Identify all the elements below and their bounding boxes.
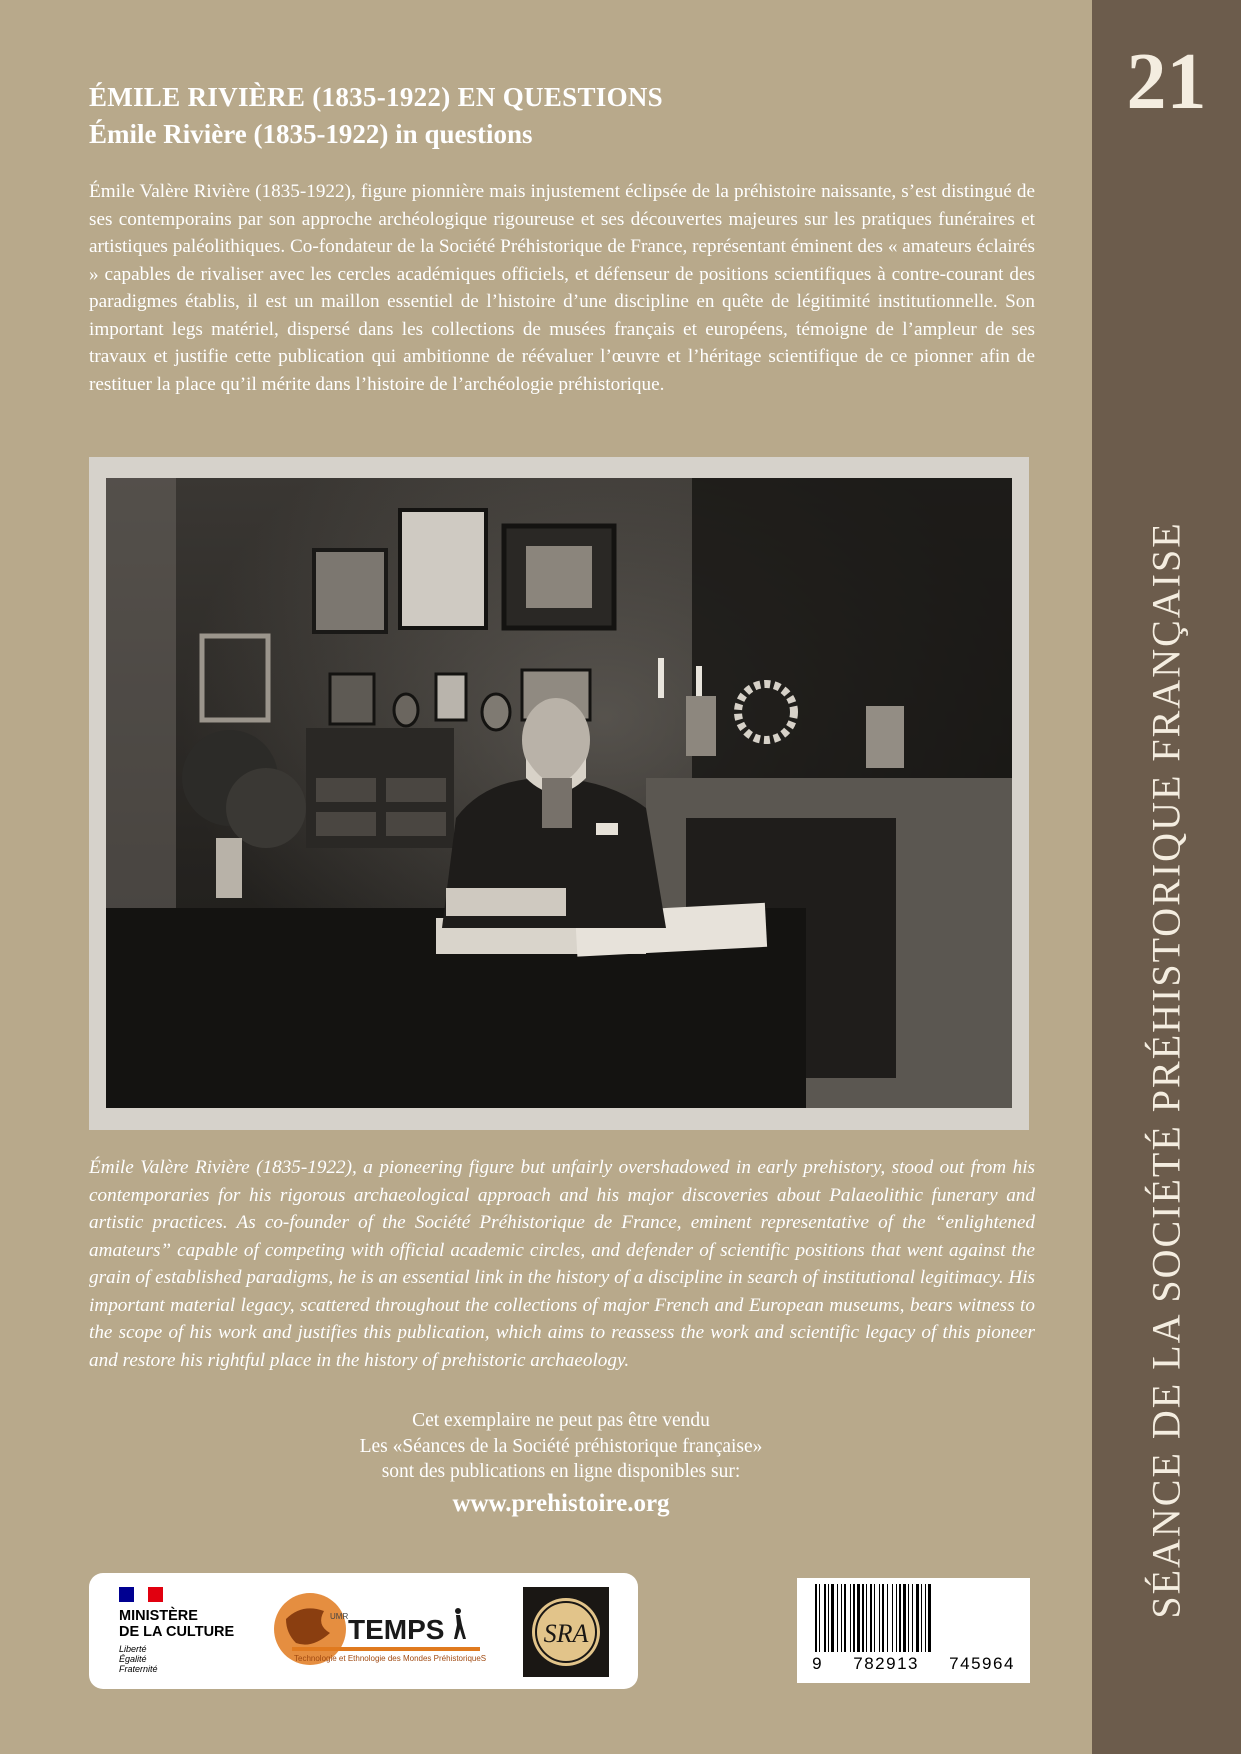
flag-red-stripe — [148, 1587, 163, 1602]
ministere-name — [119, 1608, 259, 1640]
motto-fraternite: Fraternité — [119, 1664, 158, 1674]
notice-line-3: sont des publications en ligne disponibles sur: — [381, 1461, 741, 1482]
website-link[interactable]: www.prehistoire.org — [452, 1490, 670, 1517]
motto-liberte: Liberté — [119, 1644, 147, 1654]
umr-temps-logo — [272, 1589, 486, 1669]
notice-line-2: Les «Séances de la Société préhistorique française» — [359, 1435, 763, 1457]
series-title: SÉANCE DE LA SOCIÉTÉ PRÉHISTORIQUE FRANÇAISE — [1143, 521, 1189, 1619]
barcode-digit-group-2: 782913 — [853, 1654, 919, 1673]
notice-line-1: Cet exemplaire ne peut pas être vendu — [412, 1410, 710, 1431]
french-flag-icon — [119, 1587, 163, 1602]
sra-letters: SRA — [543, 1619, 589, 1648]
ministere-name-line-2: DE LA CULTURE — [119, 1624, 235, 1640]
flag-blue-stripe — [119, 1587, 134, 1602]
photo-frame — [89, 457, 1029, 1130]
isbn-barcode — [797, 1578, 1030, 1683]
temps-prefix: UMR — [330, 1612, 349, 1621]
motto-egalite: Égalité — [119, 1654, 147, 1664]
barcode-digits — [797, 1654, 1030, 1674]
issue-number: 21 — [1126, 38, 1207, 126]
title-english: Émile Rivière (1835-1922) in questions — [89, 119, 533, 149]
title-french: ÉMILE RIVIÈRE (1835-1922) EN QUESTIONS — [89, 82, 663, 112]
portrait-photo-icon — [106, 478, 1012, 1108]
sra-logo — [523, 1587, 609, 1677]
abstract-french: Émile Valère Rivière (1835-1922), figure pionnière mais injustement éclipsée de la préhistoire naissante, s’est distingué de ses contemporains par son approche archéologique rigoureuse et ses découvertes majeures sur les pratiques funéraires et artistiques paléolithiques. Co-fondateur de la Société Préhistorique de France, représentant éminent des « amateurs éclairés » capables de rivaliser avec les cercles académiques officiels, et défenseur de positions scientifiques à contre-courant des paradigmes établis, il est un maillon essentiel de l’histoire d’une discipline en quête de légitimité institutionnelle. Son important legs matériel, dispersé dans les collections de musées français et européens, témoigne de l’ampleur de ses travaux et justifie cette publication qui ambitionne de réévaluer l’œuvre et l’héritage scientifique de ce pionner afin de restituer la place qu’il mérite dans l’histoire de l’archéologie préhistorique. — [89, 181, 1035, 395]
flag-white-stripe — [134, 1587, 149, 1602]
ministere-name-line-1: MINISTÈRE — [119, 1608, 198, 1624]
temps-name: TEMPS — [348, 1614, 445, 1645]
temps-subtitle: Technologie et Ethnologie des Mondes PréhistoriqueS — [294, 1654, 486, 1663]
ministere-culture-logo — [119, 1587, 259, 1674]
series-sidebar — [1092, 0, 1241, 1754]
partner-logos — [89, 1573, 638, 1689]
abstract-english: Émile Valère Rivière (1835-1922), a pioneering figure but unfairly overshadowed in early prehistory, stood out from his contemporaries for his rigorous archaeological approach and his major discoveries about Palaeolithic funerary and artistic practices. As co-founder of the Société Préhistorique de France, eminent representative of the “enlightened amateurs” capable of competing with official academic circles, and defender of scientific positions that went against the grain of established paradigms, he is an essential link in the history of a discipline in search of institutional legitimacy. His important material legacy, scattered throughout the collections of major French and European museums, bears witness to the scope of his work and justifies this publication, which aims to reassess the work and scientific legacy of this pioneer and restore his rightful place in the history of prehistoric archaeology. — [89, 1157, 1035, 1371]
barcode-digit-group-3: 745964 — [949, 1654, 1015, 1673]
ministere-motto — [119, 1644, 259, 1674]
availability-notice — [305, 1408, 817, 1485]
barcode-digit-group-1: 9 — [812, 1654, 824, 1673]
barcode-bars-icon — [797, 1578, 1030, 1654]
